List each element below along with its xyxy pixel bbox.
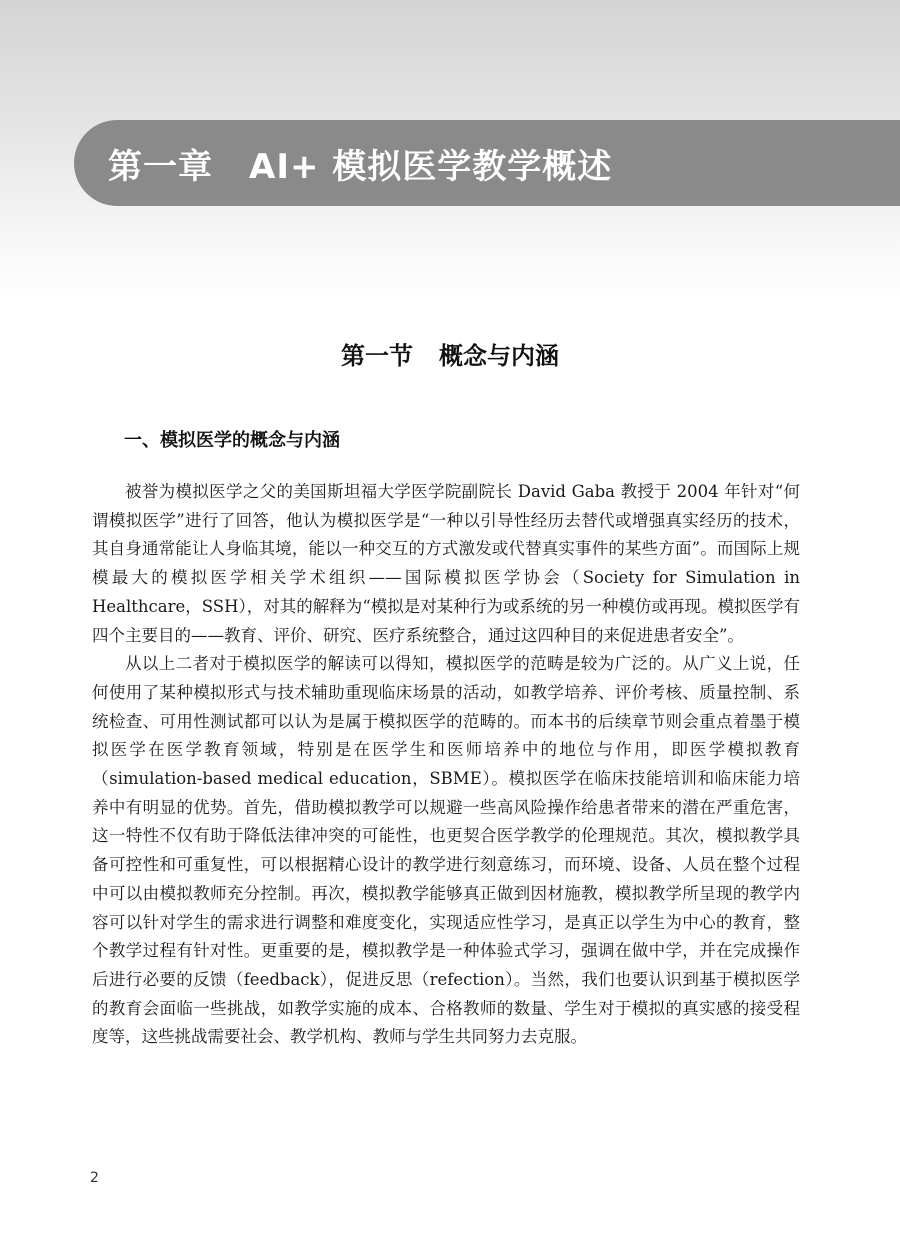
section-number-label: 第一节 — [341, 342, 413, 370]
chapter-banner — [74, 120, 900, 206]
paragraph-2: 从以上二者对于模拟医学的解读可以得知，模拟医学的范畴是较为广泛的。从广义上说，任何使用了某种模拟形式与技术辅助重现临床场景的活动，如教学培养、评价考核、质量控制、系统检查、可用性测试都可以认为是属于模拟医学的范畴的。而本书的后续章节则会重点着墨于模拟医学在医学教育领域，特别是在医学生和医师培养中的地位与作用，即医学模拟教育（simulation-based medical education，SBME）。模拟医学在临床技能培训和临床能力培养中有明显的优势。首先，借助模拟教学可以规避一些高风险操作给患者带来的潜在严重危害，这一特性不仅有助于降低法律冲突的可能性，也更契合医学教学的伦理规范。其次，模拟教学具备可控性和可重复性，可以根据精心设计的教学进行刻意练习，而环境、设备、人员在整个过程中可以由模拟教师充分控制。再次，模拟教学能够真正做到因材施教，模拟教学所呈现的教学内容可以针对学生的需求进行调整和难度变化，实现适应性学习，是真正以学生为中心的教育，整个教学过程有针对性。更重要的是，模拟教学是一种体验式学习，强调在做中学，并在完成操作后进行必要的反馈（feedback），促进反思（refection）。当然，我们也要认识到基于模拟医学的教育会面临一些挑战，如教学实施的成本、合格教师的数量、学生对于模拟的真实感的接受程度等，这些挑战需要社会、教学机构、教师与学生共同努力去克服。 — [92, 654, 800, 1047]
section-title-text: 概念与内涵 — [439, 342, 559, 370]
page-number: 2 — [90, 1170, 99, 1186]
chapter-title-text: AI+ 模拟医学教学概述 — [249, 146, 613, 187]
chapter-title — [108, 139, 612, 188]
section-title — [0, 336, 900, 371]
subsection-title: 一、模拟医学的概念与内涵 — [124, 430, 340, 451]
paragraph-1: 被誉为模拟医学之父的美国斯坦福大学医学院副院长 David Gaba 教授于 2004 年针对“何谓模拟医学”进行了回答，他认为模拟医学是“一种以引导性经历去替代或增强真实经历的技术，其自身通常能让人身临其境，能以一种交互的方式激发或代替真实事件的某些方面”。而国际上规模最大的模拟医学相关学术组织——国际模拟医学协会（Society for Simulation in Healthcare，SSH），对其的解释为“模拟是对某种行为或系统的另一种模仿或再现。模拟医学有四个主要目的——教育、评价、研究、医疗系统整合，通过这四种目的来促进患者安全”。 — [92, 482, 800, 645]
body-text — [92, 478, 800, 1052]
chapter-number-label: 第一章 — [108, 146, 213, 187]
